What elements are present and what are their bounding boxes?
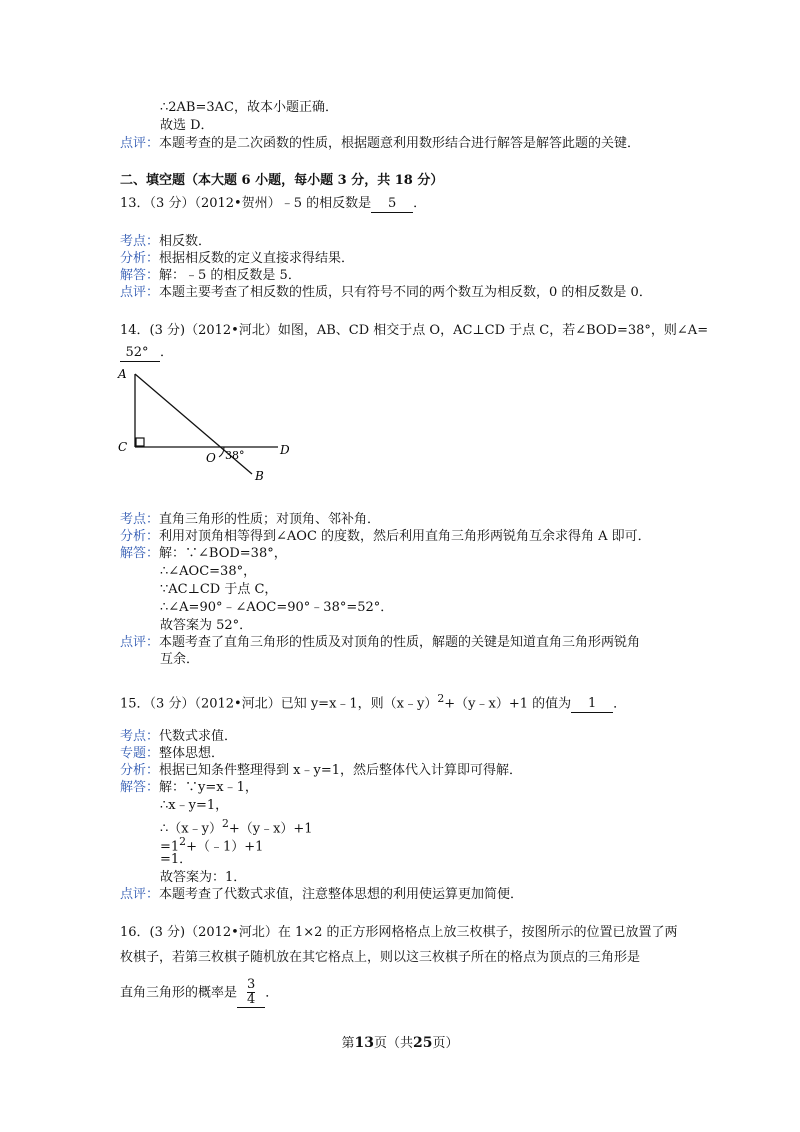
q16-end: ．	[265, 985, 279, 1001]
jieda-text: 解：∵y=x﹣1，	[159, 780, 258, 795]
page-total: 25	[413, 1035, 433, 1051]
label-d: D	[280, 443, 290, 457]
dianping-tag: 点评：	[120, 285, 160, 300]
q15-dianping	[120, 886, 523, 903]
fenxi-tag: 分析：	[120, 529, 160, 544]
q15-jieda-4sup: 2	[179, 835, 187, 848]
q15-end: ．	[613, 696, 627, 712]
kaodian-tag: 考点：	[120, 234, 160, 249]
prev-line-1: ∴2AB=3AC，故本小题正确．	[160, 100, 338, 115]
dianping-text: 本题考查了直角三角形的性质及对顶角的性质，解题的关键是知道直角三角形两锐角	[159, 635, 641, 650]
page-number: 13	[354, 1035, 374, 1051]
q15-kaodian	[120, 728, 237, 745]
label-b: B	[255, 469, 264, 483]
prev-comment	[120, 135, 640, 152]
kaodian-tag: 考点：	[120, 729, 160, 744]
q14-kaodian	[120, 511, 380, 528]
q15-sup: 2	[437, 692, 445, 705]
comment-text: 本题考查的是二次函数的性质，根据题意利用数形结合进行解答是解答此题的关键．	[159, 136, 641, 151]
prev-line-2: 故选 D．	[160, 118, 214, 133]
q15-stem-2: +（y﹣x）+1 的值为	[444, 696, 572, 712]
q14-dianping-2: 互余．	[160, 652, 200, 667]
q13-kaodian	[120, 233, 211, 250]
fraction-denominator: 4	[247, 992, 256, 1007]
kaodian-text: 代数式求值．	[159, 729, 238, 744]
footer-c: 页）	[432, 1036, 459, 1051]
fenxi-text: 根据已知条件整理得到 x﹣y=1，然后整体代入计算即可得解．	[159, 763, 522, 778]
q13-fenxi	[120, 250, 354, 267]
q16-answer-fraction	[237, 978, 265, 1008]
fenxi-tag: 分析：	[120, 763, 160, 778]
q15-jieda-6: 故答案为：1．	[160, 870, 247, 885]
q14-jieda-3: ∵AC⊥CD 于点 C，	[160, 582, 278, 597]
label-a: A	[118, 367, 127, 381]
q15-jieda-3sup: 2	[221, 817, 229, 830]
label-c: C	[118, 440, 128, 454]
q14-answer-line	[120, 344, 173, 362]
dianping-tag: 点评：	[120, 635, 160, 650]
section-heading: 二、填空题（本大题 6 小题，每小题 3 分，共 18 分）	[120, 173, 444, 188]
q16-line-1: 16．(3 分)（2012•河北）在 1×2 的正方形网格格点上放三枚棋子，按图所示的位置已放置了两	[120, 925, 678, 940]
q15-jieda	[120, 779, 258, 796]
jieda-text: 解：﹣5 的相反数是 5．	[159, 268, 301, 283]
jieda-text: 解：∵∠BOD=38°，	[159, 546, 287, 561]
kaodian-tag: 考点：	[120, 512, 160, 527]
fraction-numerator: 3	[247, 977, 256, 992]
q14-jieda-4: ∴∠A=90°﹣∠AOC=90°﹣38°=52°．	[160, 600, 394, 615]
dianping-text: 本题主要考查了相反数的性质，只有符号不同的两个数互为相反数，0 的相反数是 0．	[159, 285, 652, 300]
jieda-tag: 解答：	[120, 268, 160, 283]
q15-zhuanti	[120, 745, 224, 762]
q15-answer: 1	[571, 695, 613, 713]
q13-dianping	[120, 284, 652, 301]
zhuanti-tag: 专题：	[120, 746, 160, 761]
q16-line-3	[120, 978, 278, 1008]
q14-dianping	[120, 634, 640, 651]
angle-label: 38°	[225, 449, 245, 462]
fenxi-tag: 分析：	[120, 251, 160, 266]
q15-stem	[120, 690, 626, 713]
q13-end: ．	[413, 196, 427, 211]
q13-answer: 5	[371, 195, 413, 213]
q15-jieda-4b: +（﹣1）+1	[186, 839, 264, 855]
zhuanti-text: 整体思想．	[159, 746, 225, 761]
q13-stem-text: 13．（3 分）（2012•贺州）﹣5 的相反数是	[120, 196, 372, 211]
q14-figure	[112, 362, 302, 488]
q14-jieda-2: ∴∠AOC=38°，	[160, 564, 257, 579]
q15-stem-1: 15．（3 分）（2012•河北）已知 y=x﹣1，则（x﹣y）	[120, 696, 438, 712]
page-footer	[0, 1032, 800, 1051]
q16-line-3-text: 直角三角形的概率是	[120, 985, 238, 1001]
q13-jieda	[120, 267, 301, 284]
jieda-tag: 解答：	[120, 546, 160, 561]
q15-fenxi	[120, 762, 522, 779]
q14-fenxi	[120, 528, 651, 545]
q15-jieda-2: ∴x﹣y=1，	[160, 798, 229, 813]
q16-line-2: 枚棋子，若第三枚棋子随机放在其它格点上，则以这三枚棋子所在的格点为顶点的三角形是	[120, 950, 641, 965]
label-o: O	[206, 451, 216, 465]
kaodian-text: 直角三角形的性质；对顶角、邻补角．	[159, 512, 381, 527]
q15-jieda-4a: =1	[160, 839, 180, 855]
fenxi-text: 利用对顶角相等得到∠AOC 的度数，然后利用直角三角形两锐角互余求得角 A 即可．	[159, 529, 651, 544]
q14-answer: 52°	[120, 344, 160, 362]
dianping-tag: 点评：	[120, 887, 160, 902]
q14-stem: 14．(3 分)（2012•河北）如图，AB、CD 相交于点 O，AC⊥CD 于点 C，若∠BOD=38°，则∠A=	[120, 323, 709, 338]
fenxi-text: 根据相反数的定义直接求得结果．	[159, 251, 355, 266]
footer-b: 页（共	[373, 1036, 413, 1051]
dianping-text: 本题考查了代数式求值，注意整体思想的利用使运算更加简便．	[159, 887, 524, 902]
q15-jieda-5: =1．	[160, 852, 193, 867]
jieda-tag: 解答：	[120, 780, 160, 795]
q14-jieda	[120, 545, 287, 562]
q13-stem	[120, 195, 426, 213]
q14-end: ．	[160, 345, 174, 360]
comment-tag: 点评：	[120, 136, 160, 151]
q15-jieda-3a: ∴（x﹣y）	[160, 821, 222, 837]
footer-a: 第	[341, 1036, 355, 1051]
kaodian-text: 相反数．	[159, 234, 212, 249]
q15-jieda-3b: +（y﹣x）+1	[228, 821, 313, 837]
q14-jieda-5: 故答案为 52°．	[160, 618, 253, 633]
